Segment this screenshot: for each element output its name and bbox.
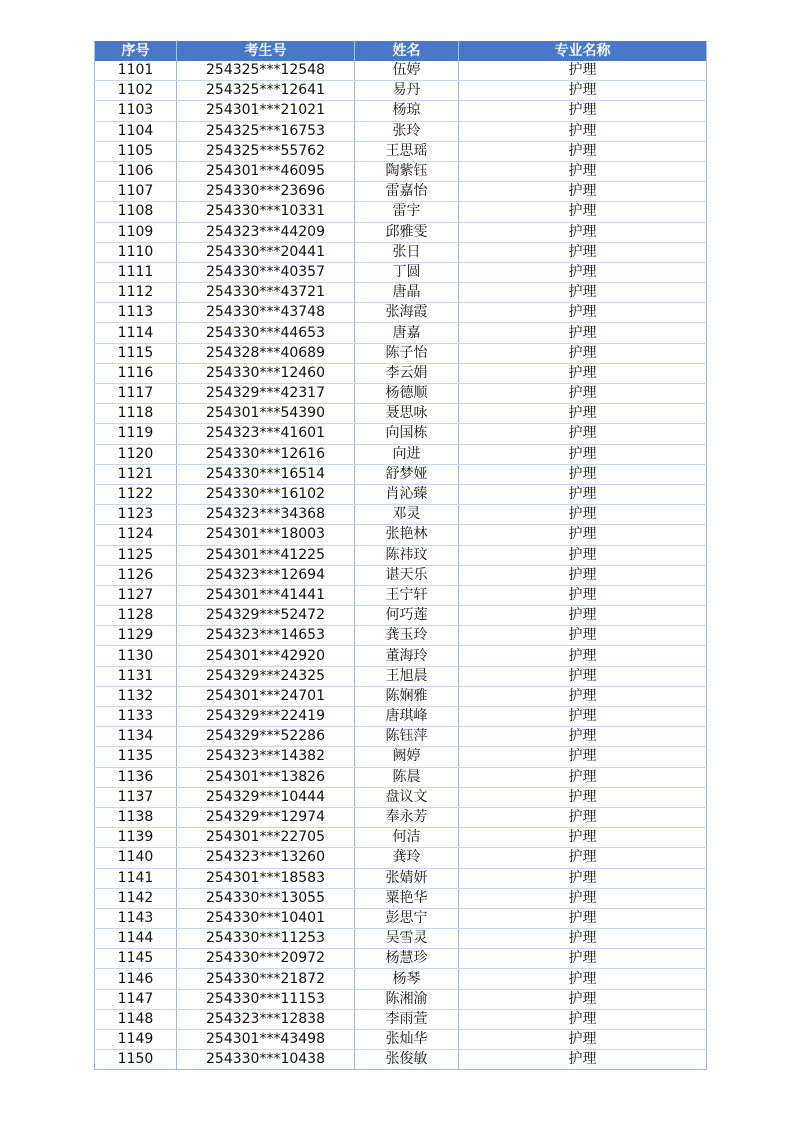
cell-serial-number: 1104 [95, 121, 177, 141]
cell-major: 护理 [459, 464, 707, 484]
table-row [95, 1030, 707, 1050]
cell-name: 丁圆 [355, 262, 459, 282]
header-serial-number: 序号 [95, 41, 177, 61]
cell-major: 护理 [459, 323, 707, 343]
table-row [95, 908, 707, 928]
cell-candidate-number: 254323***14653 [177, 626, 355, 646]
cell-serial-number: 1108 [95, 202, 177, 222]
cell-major: 护理 [459, 202, 707, 222]
admission-list-sheet [94, 41, 706, 1070]
cell-serial-number: 1139 [95, 828, 177, 848]
cell-name: 向进 [355, 444, 459, 464]
cell-major: 护理 [459, 1030, 707, 1050]
cell-serial-number: 1102 [95, 81, 177, 101]
cell-candidate-number: 254329***12974 [177, 807, 355, 827]
cell-major: 护理 [459, 363, 707, 383]
cell-serial-number: 1113 [95, 303, 177, 323]
cell-major: 护理 [459, 61, 707, 81]
cell-candidate-number: 254330***40357 [177, 262, 355, 282]
cell-major: 护理 [459, 929, 707, 949]
cell-serial-number: 1141 [95, 868, 177, 888]
table-row [95, 161, 707, 181]
cell-candidate-number: 254301***41225 [177, 545, 355, 565]
cell-major: 护理 [459, 787, 707, 807]
cell-candidate-number: 254330***23696 [177, 182, 355, 202]
cell-serial-number: 1109 [95, 222, 177, 242]
cell-serial-number: 1117 [95, 384, 177, 404]
cell-candidate-number: 254329***52286 [177, 727, 355, 747]
cell-major: 护理 [459, 807, 707, 827]
cell-serial-number: 1124 [95, 525, 177, 545]
cell-serial-number: 1142 [95, 888, 177, 908]
table-row [95, 626, 707, 646]
cell-major: 护理 [459, 626, 707, 646]
cell-major: 护理 [459, 727, 707, 747]
cell-name: 易丹 [355, 81, 459, 101]
cell-candidate-number: 254325***55762 [177, 141, 355, 161]
cell-serial-number: 1148 [95, 1009, 177, 1029]
table-row [95, 949, 707, 969]
table-row [95, 747, 707, 767]
cell-major: 护理 [459, 545, 707, 565]
cell-name: 陈晨 [355, 767, 459, 787]
cell-candidate-number: 254329***24325 [177, 666, 355, 686]
cell-candidate-number: 254301***13826 [177, 767, 355, 787]
cell-candidate-number: 254330***43721 [177, 283, 355, 303]
cell-serial-number: 1136 [95, 767, 177, 787]
admission-table [94, 41, 707, 1070]
table-row [95, 464, 707, 484]
cell-serial-number: 1110 [95, 242, 177, 262]
header-candidate-number: 考生号 [177, 41, 355, 61]
table-row [95, 222, 707, 242]
cell-candidate-number: 254330***20441 [177, 242, 355, 262]
cell-serial-number: 1144 [95, 929, 177, 949]
cell-name: 张婧妍 [355, 868, 459, 888]
cell-name: 杨琴 [355, 969, 459, 989]
cell-name: 张艳林 [355, 525, 459, 545]
header-row [95, 41, 707, 61]
cell-major: 护理 [459, 484, 707, 504]
cell-candidate-number: 254329***52472 [177, 606, 355, 626]
cell-name: 龚玲 [355, 848, 459, 868]
cell-major: 护理 [459, 101, 707, 121]
cell-major: 护理 [459, 81, 707, 101]
cell-major: 护理 [459, 242, 707, 262]
cell-candidate-number: 254301***41441 [177, 585, 355, 605]
cell-candidate-number: 254330***11153 [177, 989, 355, 1009]
table-row [95, 969, 707, 989]
cell-candidate-number: 254323***44209 [177, 222, 355, 242]
cell-major: 护理 [459, 606, 707, 626]
cell-major: 护理 [459, 747, 707, 767]
cell-name: 王宁轩 [355, 585, 459, 605]
cell-serial-number: 1138 [95, 807, 177, 827]
table-row [95, 1050, 707, 1070]
cell-major: 护理 [459, 343, 707, 363]
cell-name: 张海霞 [355, 303, 459, 323]
cell-name: 王思瑶 [355, 141, 459, 161]
cell-major: 护理 [459, 505, 707, 525]
cell-name: 王旭晨 [355, 666, 459, 686]
cell-candidate-number: 254323***12694 [177, 565, 355, 585]
table-row [95, 585, 707, 605]
cell-serial-number: 1118 [95, 404, 177, 424]
cell-major: 护理 [459, 868, 707, 888]
cell-candidate-number: 254330***10401 [177, 908, 355, 928]
cell-name: 聂思咏 [355, 404, 459, 424]
cell-candidate-number: 254301***46095 [177, 161, 355, 181]
cell-major: 护理 [459, 565, 707, 585]
table-row [95, 242, 707, 262]
table-row [95, 141, 707, 161]
cell-candidate-number: 254325***16753 [177, 121, 355, 141]
cell-name: 张俊敏 [355, 1050, 459, 1070]
cell-major: 护理 [459, 969, 707, 989]
cell-major: 护理 [459, 888, 707, 908]
cell-major: 护理 [459, 908, 707, 928]
cell-major: 护理 [459, 828, 707, 848]
cell-name: 陈湘渝 [355, 989, 459, 1009]
cell-major: 护理 [459, 686, 707, 706]
cell-candidate-number: 254330***43748 [177, 303, 355, 323]
table-row [95, 787, 707, 807]
cell-major: 护理 [459, 121, 707, 141]
cell-major: 护理 [459, 161, 707, 181]
cell-name: 奉永芳 [355, 807, 459, 827]
cell-candidate-number: 254323***14382 [177, 747, 355, 767]
cell-candidate-number: 254301***42920 [177, 646, 355, 666]
cell-serial-number: 1126 [95, 565, 177, 585]
cell-serial-number: 1127 [95, 585, 177, 605]
table-row [95, 323, 707, 343]
table-row [95, 81, 707, 101]
cell-major: 护理 [459, 141, 707, 161]
cell-name: 陈娴雅 [355, 686, 459, 706]
cell-candidate-number: 254323***13260 [177, 848, 355, 868]
cell-candidate-number: 254329***22419 [177, 707, 355, 727]
cell-candidate-number: 254301***18583 [177, 868, 355, 888]
cell-major: 护理 [459, 949, 707, 969]
cell-candidate-number: 254301***22705 [177, 828, 355, 848]
cell-name: 杨慧珍 [355, 949, 459, 969]
table-row [95, 283, 707, 303]
cell-major: 护理 [459, 525, 707, 545]
cell-candidate-number: 254301***24701 [177, 686, 355, 706]
cell-serial-number: 1140 [95, 848, 177, 868]
cell-major: 护理 [459, 262, 707, 282]
cell-major: 护理 [459, 848, 707, 868]
table-row [95, 606, 707, 626]
cell-name: 何洁 [355, 828, 459, 848]
table-row [95, 202, 707, 222]
table-row [95, 363, 707, 383]
cell-serial-number: 1114 [95, 323, 177, 343]
cell-serial-number: 1143 [95, 908, 177, 928]
cell-candidate-number: 254323***12838 [177, 1009, 355, 1029]
cell-serial-number: 1122 [95, 484, 177, 504]
cell-serial-number: 1119 [95, 424, 177, 444]
cell-name: 向国栋 [355, 424, 459, 444]
cell-name: 邱雅雯 [355, 222, 459, 242]
cell-candidate-number: 254301***18003 [177, 525, 355, 545]
cell-name: 邓灵 [355, 505, 459, 525]
cell-serial-number: 1120 [95, 444, 177, 464]
header-major: 专业名称 [459, 41, 707, 61]
table-row [95, 303, 707, 323]
table-row [95, 727, 707, 747]
table-row [95, 424, 707, 444]
cell-serial-number: 1101 [95, 61, 177, 81]
cell-name: 陈祎玟 [355, 545, 459, 565]
cell-candidate-number: 254330***13055 [177, 888, 355, 908]
cell-name: 盘议文 [355, 787, 459, 807]
cell-name: 李云娟 [355, 363, 459, 383]
cell-serial-number: 1105 [95, 141, 177, 161]
cell-candidate-number: 254330***21872 [177, 969, 355, 989]
cell-candidate-number: 254330***10331 [177, 202, 355, 222]
cell-name: 彭思宁 [355, 908, 459, 928]
cell-major: 护理 [459, 666, 707, 686]
cell-serial-number: 1123 [95, 505, 177, 525]
cell-candidate-number: 254328***40689 [177, 343, 355, 363]
table-row [95, 767, 707, 787]
cell-candidate-number: 254323***41601 [177, 424, 355, 444]
table-row [95, 262, 707, 282]
cell-serial-number: 1121 [95, 464, 177, 484]
cell-serial-number: 1103 [95, 101, 177, 121]
header-name: 姓名 [355, 41, 459, 61]
cell-serial-number: 1145 [95, 949, 177, 969]
table-row [95, 61, 707, 81]
cell-candidate-number: 254330***16102 [177, 484, 355, 504]
cell-name: 杨琼 [355, 101, 459, 121]
cell-serial-number: 1128 [95, 606, 177, 626]
cell-major: 护理 [459, 444, 707, 464]
cell-major: 护理 [459, 1050, 707, 1070]
cell-name: 雷嘉怡 [355, 182, 459, 202]
cell-serial-number: 1137 [95, 787, 177, 807]
cell-candidate-number: 254330***16514 [177, 464, 355, 484]
cell-serial-number: 1106 [95, 161, 177, 181]
cell-serial-number: 1135 [95, 747, 177, 767]
cell-serial-number: 1111 [95, 262, 177, 282]
cell-major: 护理 [459, 222, 707, 242]
cell-candidate-number: 254329***42317 [177, 384, 355, 404]
cell-candidate-number: 254301***43498 [177, 1030, 355, 1050]
cell-name: 陶紫钰 [355, 161, 459, 181]
cell-candidate-number: 254330***20972 [177, 949, 355, 969]
cell-name: 唐晶 [355, 283, 459, 303]
table-row [95, 707, 707, 727]
cell-name: 杨德顺 [355, 384, 459, 404]
cell-candidate-number: 254330***12460 [177, 363, 355, 383]
cell-major: 护理 [459, 384, 707, 404]
cell-major: 护理 [459, 424, 707, 444]
cell-name: 何巧莲 [355, 606, 459, 626]
cell-major: 护理 [459, 767, 707, 787]
table-row [95, 182, 707, 202]
cell-major: 护理 [459, 989, 707, 1009]
cell-serial-number: 1107 [95, 182, 177, 202]
table-row [95, 989, 707, 1009]
cell-serial-number: 1147 [95, 989, 177, 1009]
table-row [95, 686, 707, 706]
table-row [95, 868, 707, 888]
table-row [95, 565, 707, 585]
cell-name: 吴雪灵 [355, 929, 459, 949]
cell-candidate-number: 254330***44653 [177, 323, 355, 343]
cell-major: 护理 [459, 283, 707, 303]
table-row [95, 343, 707, 363]
cell-serial-number: 1146 [95, 969, 177, 989]
cell-serial-number: 1134 [95, 727, 177, 747]
table-row [95, 545, 707, 565]
table-row [95, 484, 707, 504]
cell-serial-number: 1149 [95, 1030, 177, 1050]
cell-candidate-number: 254329***10444 [177, 787, 355, 807]
cell-name: 张日 [355, 242, 459, 262]
cell-candidate-number: 254301***21021 [177, 101, 355, 121]
table-row [95, 444, 707, 464]
cell-major: 护理 [459, 1009, 707, 1029]
cell-name: 肖沁臻 [355, 484, 459, 504]
cell-name: 唐嘉 [355, 323, 459, 343]
table-row [95, 888, 707, 908]
cell-name: 唐琪峰 [355, 707, 459, 727]
cell-name: 陈子怡 [355, 343, 459, 363]
cell-serial-number: 1125 [95, 545, 177, 565]
table-row [95, 666, 707, 686]
cell-candidate-number: 254330***11253 [177, 929, 355, 949]
cell-major: 护理 [459, 404, 707, 424]
table-row [95, 525, 707, 545]
table-row [95, 101, 707, 121]
cell-major: 护理 [459, 707, 707, 727]
cell-major: 护理 [459, 585, 707, 605]
table-row [95, 807, 707, 827]
cell-name: 董海玲 [355, 646, 459, 666]
cell-candidate-number: 254325***12641 [177, 81, 355, 101]
cell-serial-number: 1132 [95, 686, 177, 706]
cell-major: 护理 [459, 182, 707, 202]
cell-serial-number: 1116 [95, 363, 177, 383]
cell-candidate-number: 254330***10438 [177, 1050, 355, 1070]
cell-serial-number: 1129 [95, 626, 177, 646]
cell-candidate-number: 254323***34368 [177, 505, 355, 525]
cell-name: 陈钰萍 [355, 727, 459, 747]
cell-name: 张玲 [355, 121, 459, 141]
cell-major: 护理 [459, 646, 707, 666]
table-row [95, 646, 707, 666]
cell-name: 龚玉玲 [355, 626, 459, 646]
cell-name: 张灿华 [355, 1030, 459, 1050]
cell-serial-number: 1130 [95, 646, 177, 666]
table-row [95, 505, 707, 525]
cell-name: 阙婷 [355, 747, 459, 767]
table-row [95, 1009, 707, 1029]
cell-candidate-number: 254301***54390 [177, 404, 355, 424]
cell-candidate-number: 254330***12616 [177, 444, 355, 464]
cell-serial-number: 1112 [95, 283, 177, 303]
table-row [95, 384, 707, 404]
table-body [95, 61, 707, 1070]
table-row [95, 848, 707, 868]
cell-name: 李雨萱 [355, 1009, 459, 1029]
table-row [95, 121, 707, 141]
cell-serial-number: 1115 [95, 343, 177, 363]
cell-name: 谌天乐 [355, 565, 459, 585]
table-row [95, 404, 707, 424]
cell-candidate-number: 254325***12548 [177, 61, 355, 81]
table-header [95, 41, 707, 61]
table-row [95, 828, 707, 848]
cell-name: 舒梦娅 [355, 464, 459, 484]
table-row [95, 929, 707, 949]
cell-name: 雷宇 [355, 202, 459, 222]
cell-major: 护理 [459, 303, 707, 323]
cell-serial-number: 1133 [95, 707, 177, 727]
cell-serial-number: 1131 [95, 666, 177, 686]
cell-name: 粟艳华 [355, 888, 459, 908]
cell-serial-number: 1150 [95, 1050, 177, 1070]
cell-name: 伍婷 [355, 61, 459, 81]
